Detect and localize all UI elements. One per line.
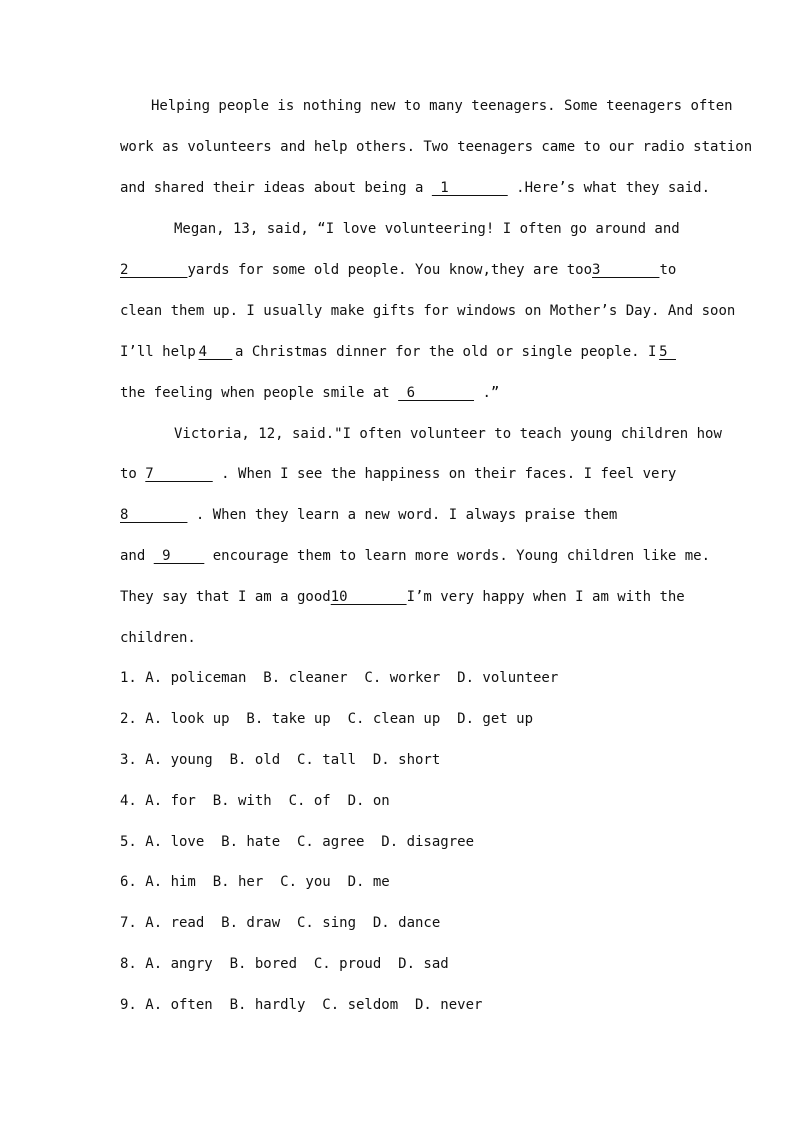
passage-line-7 bbox=[120, 342, 676, 362]
passage-text: to bbox=[659, 262, 677, 278]
passage-line-1 bbox=[120, 96, 733, 116]
passage-text: the feeling when people smile at bbox=[120, 385, 390, 401]
option-row-5: 5. A. love B. hate C. agree D. disagree bbox=[120, 834, 475, 850]
passage-text: .Here’s what they said. bbox=[507, 180, 711, 196]
passage-text: Victoria, 12, said."I often volunteer to teach young children how bbox=[174, 426, 722, 442]
blank-5: 5 bbox=[659, 344, 676, 360]
option-row-6: 6. A. him B. her C. you D. me bbox=[120, 874, 390, 890]
passage-text: . When I see the happiness on their faces. I feel very bbox=[212, 466, 677, 482]
blank-6: 6 bbox=[398, 385, 475, 401]
passage-text: They say that I am a good bbox=[120, 589, 331, 605]
blank-3: 3 bbox=[592, 262, 660, 278]
passage-line-8 bbox=[120, 383, 676, 403]
blank-9: 9 bbox=[153, 548, 205, 564]
passage-text: clean them up. I usually make gifts for windows on Mother’s Day. And soon bbox=[120, 303, 736, 319]
passage-text: to bbox=[120, 466, 137, 482]
passage-text: a Christmas dinner for the old or single people. I bbox=[234, 344, 657, 360]
passage-text: .” bbox=[474, 385, 500, 401]
option-row-1: 1. A. policeman B. cleaner C. worker D. volunteer bbox=[120, 670, 559, 686]
passage-line-5 bbox=[120, 260, 676, 280]
passage-text: Helping people is nothing new to many teenagers. Some teenagers often bbox=[151, 98, 733, 114]
passage-text: . When they learn a new word. I always praise them bbox=[187, 507, 618, 523]
blank-10: 10 bbox=[330, 589, 407, 605]
passage-text: and bbox=[120, 548, 146, 564]
option-row-7: 7. A. read B. draw C. sing D. dance bbox=[120, 915, 441, 931]
passage-line-11 bbox=[120, 505, 676, 525]
passage-line-4 bbox=[120, 219, 680, 239]
blank-1: 1 bbox=[431, 180, 508, 196]
passage-text: and shared their ideas about being a bbox=[120, 180, 424, 196]
option-row-8: 8. A. angry B. bored C. proud D. sad bbox=[120, 956, 449, 972]
passage-text: encourage them to learn more words. Young children like me. bbox=[212, 548, 711, 564]
option-row-3: 3. A. young B. old C. tall D. short bbox=[120, 752, 441, 768]
passage-line-10 bbox=[120, 464, 676, 484]
passage-text: I’m very happy when I am with the bbox=[406, 589, 685, 605]
passage-line-2 bbox=[120, 137, 753, 157]
blank-8: 8 bbox=[120, 507, 188, 523]
passage-line-3 bbox=[120, 178, 711, 198]
passage-line-13 bbox=[120, 587, 685, 607]
passage-line-9 bbox=[120, 424, 722, 444]
passage-text: yards for some old people. You know,they are too bbox=[187, 262, 593, 278]
passage-text: work as volunteers and help others. Two teenagers came to our radio station bbox=[120, 139, 753, 155]
passage-text: Megan, 13, said, “I love volunteering! I often go around and bbox=[174, 221, 680, 237]
blank-4: 4 bbox=[198, 344, 233, 360]
passage-line-14 bbox=[120, 628, 676, 648]
blank-7: 7 bbox=[145, 466, 213, 482]
option-row-4: 4. A. for B. with C. of D. on bbox=[120, 793, 390, 809]
passage-text: children. bbox=[120, 630, 196, 646]
passage-line-12 bbox=[120, 546, 711, 566]
option-row-9: 9. A. often B. hardly C. seldom D. never bbox=[120, 997, 483, 1013]
blank-2: 2 bbox=[120, 262, 188, 278]
option-row-2: 2. A. look up B. take up C. clean up D. get up bbox=[120, 711, 534, 727]
passage-text: I’ll help bbox=[120, 344, 196, 360]
passage-line-6 bbox=[120, 301, 736, 321]
